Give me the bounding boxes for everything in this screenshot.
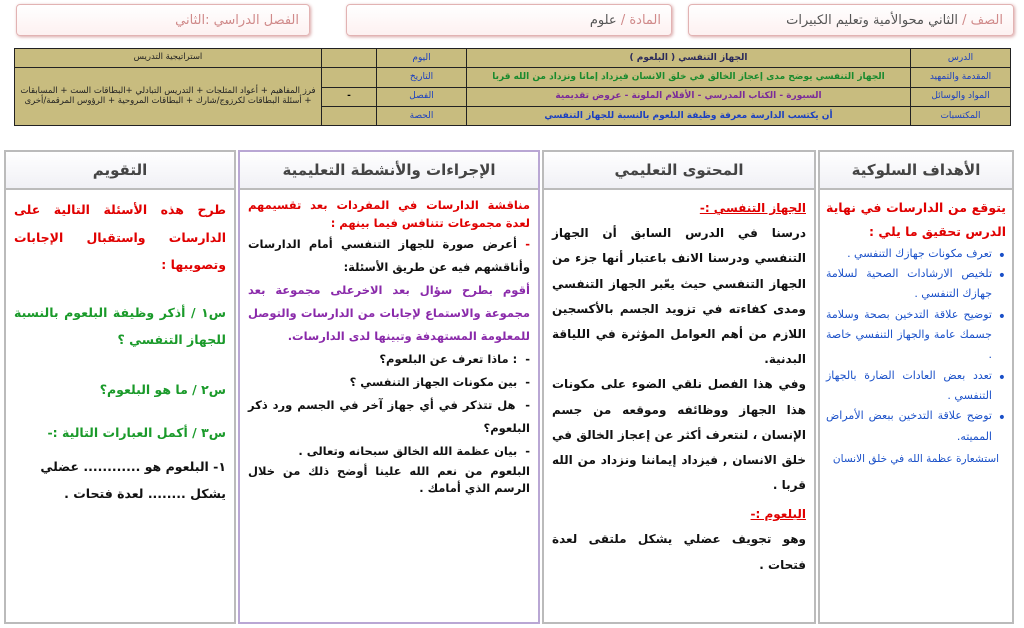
- procedures-title: الإجراءات والأنشطة التعليمية: [240, 152, 538, 190]
- evaluation-question: س١ / أذكر وظيفة البلعوم بالنسبة للجهاز التنفسي ؟: [14, 304, 226, 347]
- class-label: الفصل: [377, 87, 467, 106]
- content-paragraph: درسنا في الدرس السابق أن الجهاز التنفسي ودرسنا الانف باعتبار أنها جزء من الجهاز التنفسي حيث يعّبر الجهاز التنفسي ومدى كفاءته في تزويد الجسم بالأكسجين اللازم من أهم العوامل المؤثرة في اللياقة البدنية.: [552, 226, 806, 367]
- intro-label: المقدمة والتمهيد: [911, 68, 1011, 87]
- procedures-closing: البلعوم من نعم الله علينا أوضح ذلك من خلال الرسم الذي أمامك .: [248, 463, 530, 496]
- procedures-column: [238, 150, 540, 624]
- evaluation-blank: ١- البلعوم هو ............ عضلي: [40, 458, 226, 474]
- procedure-question: - بين مكونات الجهاز التنفسي ؟: [349, 374, 530, 389]
- materials-value: السبورة - الكتاب المدرسي - الأقلام الملونة - عروض تقديمية: [467, 87, 911, 106]
- objective-item: • توضح علاقة التدخين ببعض الأمراض المميته.: [826, 406, 1006, 447]
- procedure-step: - أعرض صورة للجهاز التنفسي أمام الدارسات وأناقشهم فيه عن طريق الأسئلة:: [248, 236, 530, 274]
- intro-value: الجهاز التنفسي يوضح مدى إعجاز الخالق في خلق الانسان فيزداد إمانا ونزداد من الله قربا: [467, 68, 911, 87]
- strategy-label: استراتيجية التدريس: [15, 49, 322, 68]
- objective-item: • تعرف مكونات جهازك التنفسي .: [826, 244, 1006, 264]
- day-value: [322, 49, 377, 68]
- period-label: الحصة: [377, 106, 467, 125]
- procedure-step: أقوم بطرح سؤال بعد الاخرعلى مجموعة بعد مجموعة والاستماع لإجابات من الدارسات والتوصل للمعلومة المستهدفة وتبينها لدى الدارسات.: [248, 282, 530, 343]
- semester-box: [16, 4, 310, 36]
- content-heading-respiratory: الجهاز التنفسي :-: [699, 201, 806, 215]
- evaluation-question: س٣ / أكمل العبارات التالية :-: [47, 425, 226, 440]
- objective-item: • توضيح علاقة التدخين بصحة وسلامة جسمك عامة والجهاز التنفسي خاصة .: [826, 305, 1006, 366]
- strategy-value: فرز المفاهيم + أعواد المثلجات + التدريس التبادلي +البطاقات الست + المسابقات + أسئلة البطاقات لكرزوج/شارك + البطاقات المروحية + الرؤوس المرقمة/أخرى: [15, 68, 322, 126]
- evaluation-title: التقويم: [6, 152, 234, 190]
- objectives-closing: استشعارة عظمة الله في خلق الانسان: [832, 452, 1000, 465]
- evaluation-question: س٢ / ما هو البلعوم؟: [99, 381, 226, 397]
- objectives-title: الأهداف السلوكية: [820, 152, 1012, 190]
- lesson-info-table: [14, 48, 1011, 126]
- procedure-question: - : ماذا تعرف عن البلعوم؟: [379, 351, 530, 366]
- subject-box: [346, 4, 672, 36]
- procedures-intro: مناقشة الدارسات في المفردات بعد تقسيمهم لعدة مجموعات تتنافس فيما بينهم :: [248, 198, 530, 231]
- outcomes-value: أن يكتسب الدارسة معرفة وظيفة البلعوم بالنسبة للجهاز التنفسي: [467, 106, 911, 125]
- subject-label: المادة /: [620, 12, 661, 28]
- content-column: [542, 150, 816, 624]
- grade-box: [688, 4, 1014, 36]
- subject-value: علوم: [589, 12, 617, 28]
- procedure-question: - هل تتذكر في أي جهاز آخر في الجسم ورد ذكر البلعوم؟: [248, 397, 531, 435]
- objective-item: • تعدد بعض العادات الضارة بالجهاز التنفسي .: [826, 366, 1006, 407]
- class-value: -: [322, 87, 377, 106]
- lesson-label: الدرس: [911, 49, 1011, 68]
- objectives-intro: يتوقع من الدارسات في نهاية الدرس تحقيق ما يلي :: [826, 200, 1006, 239]
- info-row: [15, 68, 1011, 87]
- date-label: التاريخ: [377, 68, 467, 87]
- objective-item: • تلخيص الارشادات الصحية لسلامة جهازك التنفسي .: [826, 264, 1006, 305]
- evaluation-column: [4, 150, 236, 624]
- grade-label: الصف /: [962, 12, 1003, 28]
- grade-value: الثاني محوالأمية وتعليم الكبيرات: [786, 12, 959, 28]
- objectives-list: [826, 244, 1006, 447]
- content-heading-pharynx: البلعوم :-: [750, 507, 806, 522]
- evaluation-intro: طرح هذه الأسئلة التالية على الدارسات واستقبال الإجابات وتصويبها :: [14, 202, 226, 272]
- info-row: [15, 49, 1011, 68]
- lesson-value: الجهاز التنفسي ( البلعوم ): [467, 49, 911, 68]
- period-value: [322, 106, 377, 125]
- content-title: المحتوى التعليمي: [544, 152, 814, 190]
- content-paragraph: وهو تجويف عضلي يشكل ملتقى لعدة فتحات .: [552, 532, 806, 572]
- procedure-question: - بيان عظمة الله الخالق سبحانه وتعالى .: [298, 443, 530, 458]
- date-value: [322, 68, 377, 87]
- evaluation-blank: يشكل ........ لعدة فتحات .: [64, 486, 226, 501]
- day-label: اليوم: [377, 49, 467, 68]
- outcomes-label: المكتسبات: [911, 106, 1011, 125]
- content-paragraph: وفي هذا الفصل نلقي الضوء على مكونات هذا الجهاز ووظائفه وموقعه من جسم الإنسان ، لنتعرف أكثر عن إعجاز الخالق في خلق الانسان , فيزداد إيماننا ونزداد من الله قربا .: [552, 377, 806, 493]
- semester-text: الفصل الدراسي :الثاني: [175, 12, 299, 28]
- objectives-column: [818, 150, 1014, 624]
- materials-label: المواد والوسائل: [911, 87, 1011, 106]
